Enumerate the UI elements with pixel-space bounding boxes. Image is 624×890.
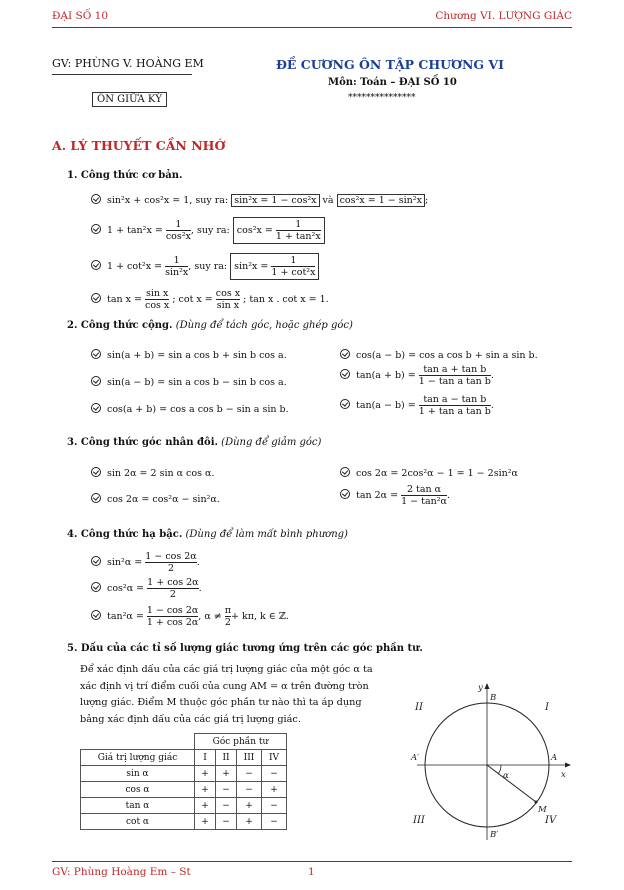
- page-number: 1: [308, 866, 315, 878]
- table-row: cot α + − + −: [81, 814, 287, 830]
- s5-title: 5. Dấu của các tỉ số lượng giác tương ứng trên các góc phần tư.: [67, 643, 423, 654]
- angle-arc: [498, 765, 501, 774]
- label-m: M: [538, 805, 547, 815]
- s2-title-row: 2. Công thức cộng. (Dùng để tách góc, hoặc ghép góc): [67, 320, 353, 331]
- table-row: cos α + − − +: [81, 782, 287, 798]
- s3-a1: sin 2α = 2 sin α cos α.: [91, 467, 214, 479]
- label-ap: A′: [411, 753, 420, 763]
- check-icon: [91, 194, 101, 204]
- y-label: y: [478, 683, 483, 693]
- quadrant-1: I: [545, 702, 549, 713]
- label-alpha: α: [503, 771, 509, 781]
- footer-left: GV: Phùng Hoàng Em – St: [52, 866, 191, 878]
- header-left: ĐẠI SỐ 10: [52, 10, 109, 22]
- sign-table-col0: Giá trị lượng giác: [81, 750, 195, 766]
- s3-b2: tan 2α = $\frac{\text{2 tan α}}{\text{1 − tan²α}}$ .: [340, 484, 450, 507]
- teacher-underline: [52, 74, 192, 75]
- sign-table-group-header: Góc phần tư: [195, 734, 287, 750]
- check-icon: [91, 403, 101, 413]
- check-icon: [91, 556, 101, 566]
- s3-b1: cos 2α = 2cos²α − 1 = 1 − 2sin²α: [340, 467, 518, 479]
- s2-a1: sin(a + b) = sin a cos b + sin b cos a.: [91, 349, 287, 361]
- header-right: Chương VI. LƯỢNG GIÁC: [435, 10, 572, 22]
- s2-b1: cos(a − b) = cos a cos b + sin a sin b.: [340, 349, 538, 361]
- s5-paragraph: Để xác định dấu của các giá trị lượng giác của một góc α ta xác định vị trí điểm cuối của cung AM = α trên đường tròn lượng giác. Điểm M thuộc góc phần tư nào thì ta áp dụng bảng xác định dấu của các giá trị lượng giác.: [80, 664, 373, 725]
- sign-table: [80, 733, 287, 830]
- s4-l1: sin²α = $\frac{1 - \cos 2\alpha}{2}$ .: [91, 551, 200, 574]
- s1-line4: tan x = $\frac{\text{sin x}}{\text{cos x}}$ ; cot x = $\frac{\text{cos x}}{\text{sin x}}$ ; tan x . cot x = 1.: [91, 288, 329, 311]
- check-icon: [91, 224, 101, 234]
- sign-table-col: IV: [262, 750, 287, 766]
- s2-b2: tan(a + b) = $\frac{\text{tan a + tan b}}{\text{1 − tan a tan b}}$ .: [340, 364, 494, 387]
- check-icon: [91, 582, 101, 592]
- x-label: x: [561, 770, 566, 780]
- s1-line2: 1 + tan²x = $\frac{1}{\text{cos²x}}$ , suy ra: cos²x = $\frac{1}{\text{1 + tan²x}}$: [91, 217, 325, 244]
- label-a: A: [551, 753, 558, 763]
- sign-table-col: III: [237, 750, 262, 766]
- header-rule: [52, 27, 572, 28]
- check-icon: [91, 610, 101, 620]
- s1-line1: sin²x + cos²x = 1, suy ra: sin²x = 1 − cos²x và cos²x = 1 − sin²x ;: [91, 194, 428, 206]
- quadrant-2: II: [415, 702, 423, 713]
- teacher-name: GV: PHÙNG V. HOÀNG EM: [52, 57, 204, 70]
- s4-l3: tan²α = $\frac{1 - \cos 2\alpha}{1 + \cos 2\alpha}$ , α ≠ $\frac{\pi}{2}$ + kπ, k ∈ ℤ.: [91, 605, 289, 628]
- table-row: tan α + − + −: [81, 798, 287, 814]
- sign-table-col: II: [216, 750, 237, 766]
- point-m: [535, 801, 538, 804]
- check-icon: [91, 293, 101, 303]
- doc-stars: ***************: [348, 93, 416, 103]
- check-icon: [340, 369, 350, 379]
- unit-circle-diagram: [405, 680, 575, 850]
- s1-line3: 1 + cot²x = $\frac{1}{\text{sin²x}}$ , suy ra: sin²x = $\frac{1}{\text{1 + cot²x}}$: [91, 253, 319, 280]
- s4-title-row: 4. Công thức hạ bậc. (Dùng để làm mất bình phương): [67, 529, 348, 540]
- check-icon: [340, 349, 350, 359]
- doc-title: ĐỀ CƯƠNG ÔN TẬP CHƯƠNG VI: [276, 57, 504, 72]
- s3-a2: cos 2α = cos²α − sin²α.: [91, 493, 220, 505]
- section-a-title: A. LÝ THUYẾT CẦN NHỚ: [52, 138, 226, 153]
- check-icon: [91, 493, 101, 503]
- sign-table-col: I: [195, 750, 216, 766]
- check-icon: [91, 260, 101, 270]
- doc-subject: Môn: Toán – ĐẠI SỐ 10: [328, 77, 457, 88]
- s3-title-row: 3. Công thức góc nhân đôi. (Dùng để giảm góc): [67, 437, 322, 448]
- review-box: ÔN GIỮA KỲ: [92, 92, 167, 107]
- label-bp: B′: [490, 830, 499, 840]
- check-icon: [91, 349, 101, 359]
- table-row: sin α + + − −: [81, 766, 287, 782]
- check-icon: [91, 467, 101, 477]
- s2-a2: sin(a − b) = sin a cos b − sin b cos a.: [91, 376, 287, 388]
- s2-a3: cos(a + b) = cos a cos b − sin a sin b.: [91, 403, 289, 415]
- x-axis-arrow-icon: [565, 763, 571, 768]
- y-axis-arrow-icon: [485, 683, 490, 689]
- s4-l2: cos²α = $\frac{1 + \cos 2\alpha}{2}$ .: [91, 577, 202, 600]
- label-b: B: [490, 693, 497, 703]
- check-icon: [91, 376, 101, 386]
- check-icon: [340, 489, 350, 499]
- quadrant-3: III: [413, 815, 425, 826]
- s2-b3: tan(a − b) = $\frac{\text{tan a − tan b}}{\text{1 + tan a tan b}}$ .: [340, 394, 494, 417]
- check-icon: [340, 399, 350, 409]
- radius-om: [487, 765, 536, 802]
- quadrant-4: IV: [545, 815, 557, 826]
- check-icon: [340, 467, 350, 477]
- footer-rule: [52, 861, 572, 862]
- s1-title: 1. Công thức cơ bản.: [67, 170, 183, 181]
